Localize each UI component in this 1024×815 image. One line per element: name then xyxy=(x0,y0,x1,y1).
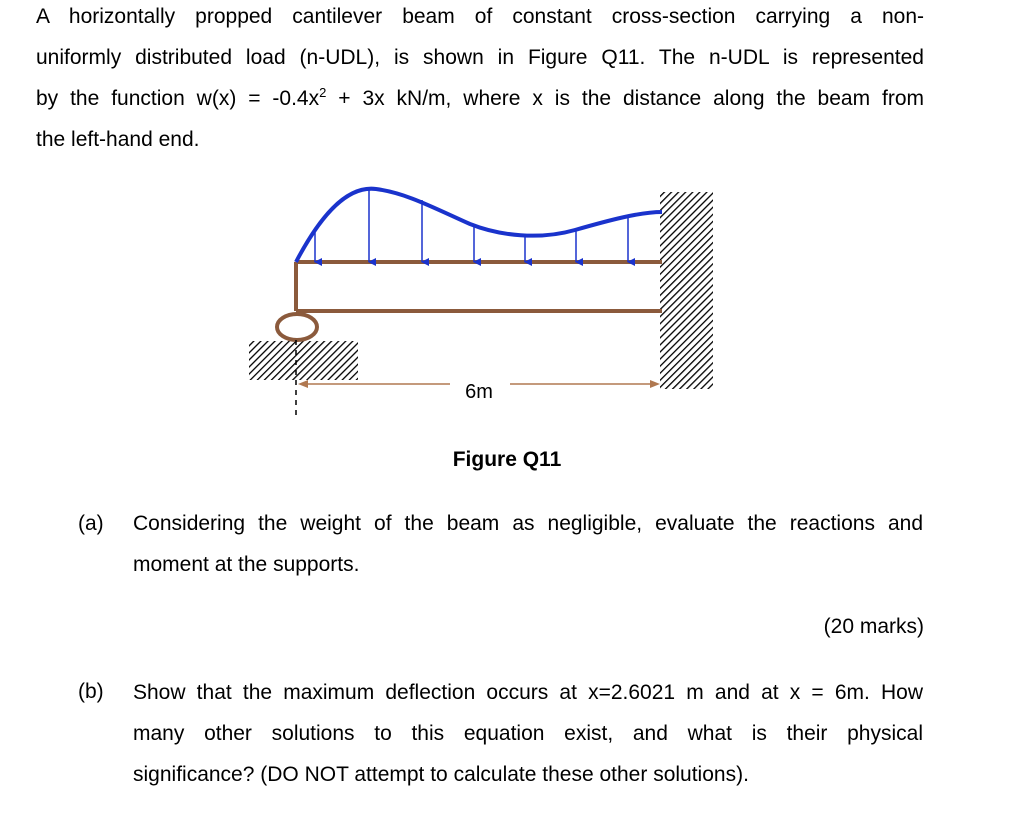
load-curve xyxy=(296,189,662,262)
part-b-label: (b) xyxy=(78,680,104,703)
part-b-text xyxy=(133,672,923,795)
statement-line-1: A horizontally propped cantilever beam of constant cross-section carrying a non- xyxy=(36,5,924,28)
prop-support-pin xyxy=(277,314,317,340)
exponent: 2 xyxy=(319,85,327,100)
beam xyxy=(296,262,662,311)
part-b-line-1: Show that the maximum deflection occurs at x=2.6021 m and at x = 6m. How xyxy=(133,681,923,704)
part-a-line-2: moment at the supports. xyxy=(133,553,360,576)
part-b-line-3: significance? (DO NOT attempt to calculate these other solutions). xyxy=(133,763,749,786)
load-function-prefix: by the function w(x) = -0.4x xyxy=(36,87,320,110)
figure-caption: Figure Q11 xyxy=(452,448,562,471)
load-function-suffix: + 3x kN/m, where x is the distance along the beam from xyxy=(326,87,924,110)
ground-hatching xyxy=(249,341,358,380)
part-a-line-1: Considering the weight of the beam as negligible, evaluate the reactions and xyxy=(133,512,923,535)
marks-label: (20 marks) xyxy=(823,615,924,638)
statement-line-2: uniformly distributed load (n-UDL), is shown in Figure Q11. The n-UDL is represented xyxy=(36,46,924,69)
part-b-line-2: many other solutions to this equation exist, and what is their physical xyxy=(133,722,923,745)
part-a-label: (a) xyxy=(78,512,104,535)
span-label: 6m xyxy=(465,381,493,403)
part-a-text xyxy=(133,503,923,585)
statement-line-4: the left-hand end. xyxy=(36,128,200,151)
fixed-wall-hatching xyxy=(660,192,713,389)
